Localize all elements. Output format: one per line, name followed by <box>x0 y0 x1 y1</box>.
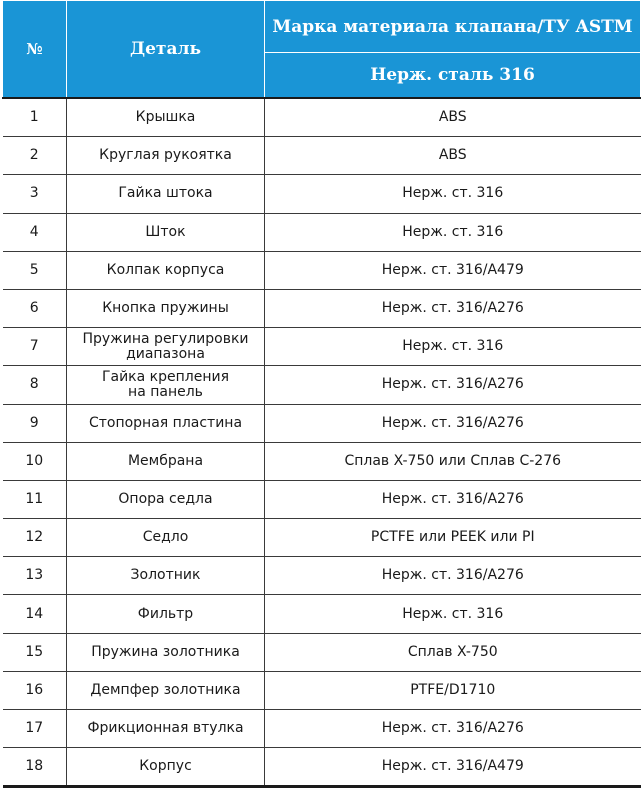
table-row <box>3 289 641 327</box>
row-number: 12 <box>3 519 67 557</box>
row-number: 13 <box>3 557 67 595</box>
row-number: 9 <box>3 404 67 442</box>
row-part-name: Корпус <box>67 748 265 787</box>
table-row <box>3 98 641 137</box>
row-material: Нерж. ст. 316/A276 <box>265 404 641 442</box>
row-part-name: Демпфер золотника <box>67 671 265 709</box>
row-part-name: Гайка штока <box>67 175 265 213</box>
row-number: 6 <box>3 289 67 327</box>
table-row <box>3 328 641 366</box>
table-row <box>3 404 641 442</box>
row-number: 11 <box>3 480 67 518</box>
row-material: Нерж. ст. 316 <box>265 595 641 633</box>
row-number: 18 <box>3 748 67 787</box>
row-number: 16 <box>3 671 67 709</box>
row-part-name: Крышка <box>67 98 265 137</box>
row-material: ABS <box>265 98 641 137</box>
table-row <box>3 251 641 289</box>
table-row <box>3 557 641 595</box>
row-material: Сплав X-750 <box>265 633 641 671</box>
row-number: 14 <box>3 595 67 633</box>
table-row <box>3 175 641 213</box>
materials-table <box>2 0 641 788</box>
row-part-name: Опора седла <box>67 480 265 518</box>
table-header <box>3 1 641 99</box>
row-number: 4 <box>3 213 67 251</box>
row-number: 5 <box>3 251 67 289</box>
row-part-name: Фильтр <box>67 595 265 633</box>
row-number: 10 <box>3 442 67 480</box>
table-row <box>3 671 641 709</box>
row-material: Нерж. ст. 316/A276 <box>265 710 641 748</box>
row-number: 8 <box>3 366 67 404</box>
row-material: Нерж. ст. 316/A479 <box>265 748 641 787</box>
row-material: Нерж. ст. 316 <box>265 213 641 251</box>
table-row <box>3 595 641 633</box>
row-material: Нерж. ст. 316/A276 <box>265 557 641 595</box>
row-number: 15 <box>3 633 67 671</box>
row-material: PTFE/D1710 <box>265 671 641 709</box>
row-number: 2 <box>3 137 67 175</box>
header-material-subtitle: Нерж. сталь 316 <box>265 53 641 99</box>
row-part-name: Фрикционная втулка <box>67 710 265 748</box>
table-row <box>3 519 641 557</box>
row-part-name: Пружина золотника <box>67 633 265 671</box>
row-part-name: Шток <box>67 213 265 251</box>
row-material: Нерж. ст. 316/A276 <box>265 366 641 404</box>
row-material: Нерж. ст. 316 <box>265 175 641 213</box>
row-material: Нерж. ст. 316/A276 <box>265 480 641 518</box>
row-material: Нерж. ст. 316/A479 <box>265 251 641 289</box>
row-part-name: Золотник <box>67 557 265 595</box>
row-part-name: Круглая рукоятка <box>67 137 265 175</box>
row-part-name: Колпак корпуса <box>67 251 265 289</box>
header-material-title: Марка материала клапана/ТУ ASTM <box>265 1 641 53</box>
row-part-name: Мембрана <box>67 442 265 480</box>
row-part-name: Седло <box>67 519 265 557</box>
table-row <box>3 213 641 251</box>
header-number: № <box>3 1 67 99</box>
table-row <box>3 366 641 404</box>
row-material: ABS <box>265 137 641 175</box>
table-row <box>3 442 641 480</box>
row-part-name: Кнопка пружины <box>67 289 265 327</box>
table-body <box>3 98 641 787</box>
row-number: 17 <box>3 710 67 748</box>
header-part: Деталь <box>67 1 265 99</box>
table-row <box>3 710 641 748</box>
row-material: Сплав X-750 или Сплав C-276 <box>265 442 641 480</box>
row-material: Нерж. ст. 316/A276 <box>265 289 641 327</box>
table-row <box>3 137 641 175</box>
materials-table-container <box>2 0 640 788</box>
table-row <box>3 480 641 518</box>
row-part-name: Пружина регулировки диапазона <box>67 328 265 366</box>
row-material: Нерж. ст. 316 <box>265 328 641 366</box>
table-row <box>3 748 641 787</box>
row-number: 7 <box>3 328 67 366</box>
row-part-name: Гайка крепления на панель <box>67 366 265 404</box>
row-part-name: Стопорная пластина <box>67 404 265 442</box>
row-number: 3 <box>3 175 67 213</box>
row-number: 1 <box>3 98 67 137</box>
row-material: PCTFE или PEEK или PI <box>265 519 641 557</box>
table-row <box>3 633 641 671</box>
